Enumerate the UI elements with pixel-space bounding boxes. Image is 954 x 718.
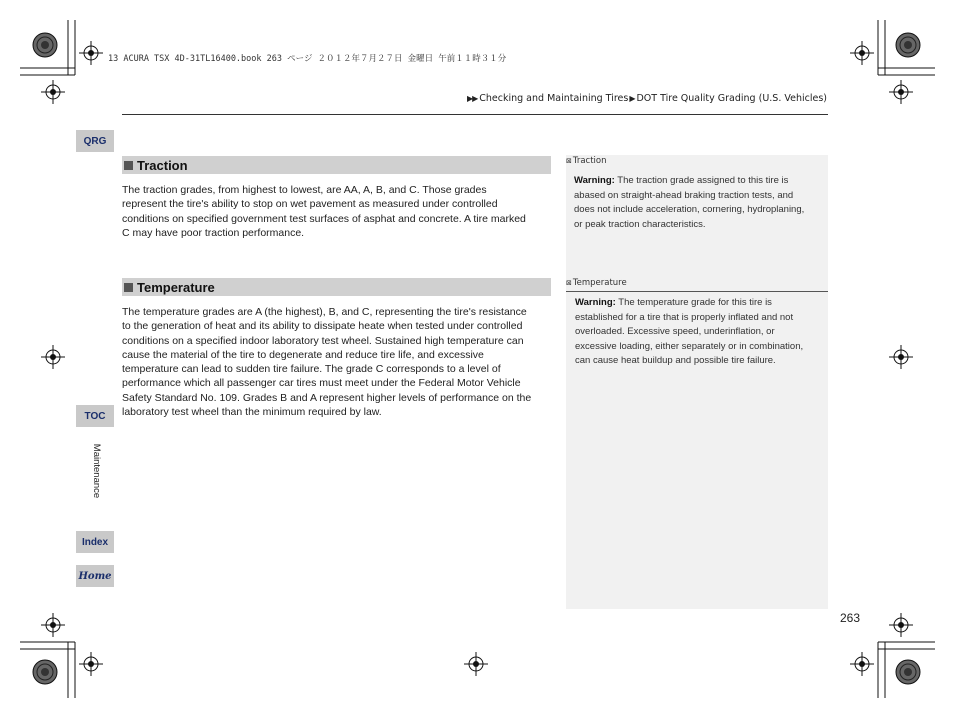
index-label: Index [81, 536, 109, 548]
qrg-label: QRG [83, 135, 107, 147]
temperature-warning-label: Warning: [575, 297, 616, 308]
breadcrumb-separator-icon: ▶ [629, 94, 636, 103]
traction-body: The traction grades, from highest to lowest, are AA, A, B, and C. Those grades represent the tire's ability to stop on wet pavement as measured under controlled conditions on specified government test surfaces of asphat and concrete. A tire marked C may have poor traction performance. [122, 184, 526, 239]
temperature-note-title-text[interactable]: Temperature [572, 278, 627, 288]
registration-target-icon [41, 80, 65, 104]
registration-target-icon [79, 41, 103, 65]
home-label: Home [78, 570, 112, 582]
note-marker-icon: ⊠ [566, 157, 572, 165]
registration-target-icon [889, 613, 913, 637]
registration-star-icon [33, 33, 57, 57]
registration-target-icon [850, 652, 874, 676]
traction-heading-text: Traction [137, 157, 188, 173]
section-label-maintenance: Maintenance [91, 443, 102, 499]
registration-target-icon [889, 80, 913, 104]
breadcrumb-item-dot-grading[interactable]: DOT Tire Quality Grading (U.S. Vehicles) [636, 93, 827, 104]
breadcrumb-item-checking-tires[interactable]: Checking and Maintaining Tires [479, 93, 629, 104]
traction-note-body: The traction grade assigned to this tire is abased on straight-ahead braking traction tests, and does not include acceleration, cornering, hydroplaning, or peak traction characteristics. [574, 175, 805, 230]
temperature-heading-text: Temperature [137, 279, 215, 295]
registration-target-icon [41, 613, 65, 637]
breadcrumb-prefix-icon: ▶▶ [466, 94, 478, 103]
registration-star-icon [33, 660, 57, 684]
page-number: 263 [840, 611, 861, 625]
note-marker-icon: ⊠ [566, 279, 572, 287]
traction-warning-label: Warning: [574, 175, 615, 186]
registration-target-icon [79, 652, 103, 676]
registration-star-icon [896, 660, 920, 684]
registration-target-icon [41, 345, 65, 369]
traction-note-title-text[interactable]: Traction [572, 156, 607, 166]
temperature-body: The temperature grades are A (the highest), B, and C, representing the tire's resistance to the generation of heat and its ability to dissipate heate when tested under controlled conditions on a specified indoor laboratory test wheel. Sustained high temperature can cause the material of the tire to degenerate and reduce tire life, and excessive temperature can lead to sudden tire failure. The grade C corresponds to a level of performance which all passenger car tires must meet under the Federal Motor Vehicle Safety Standard No. 109. Grades B and A represent higher levels of performance on the laboratory test wheel than the minimum required by law. [122, 306, 532, 419]
print-header: 13 ACURA TSX 4D-31TL16400.book 263 ページ ２０１２年７月２７日 金曜日 午前１１時３１分 [108, 54, 507, 64]
registration-target-icon [464, 652, 488, 676]
registration-star-icon [896, 33, 920, 57]
toc-label: TOC [84, 410, 106, 422]
registration-target-icon [889, 345, 913, 369]
registration-target-icon [850, 41, 874, 65]
temperature-note-body: The temperature grade for this tire is established for a tire that is properly inflated and not overloaded. Excessive speed, underinflation, or excessive loading, either separately or in combination, can cause heat buildup and possible tire failure. [575, 297, 804, 366]
